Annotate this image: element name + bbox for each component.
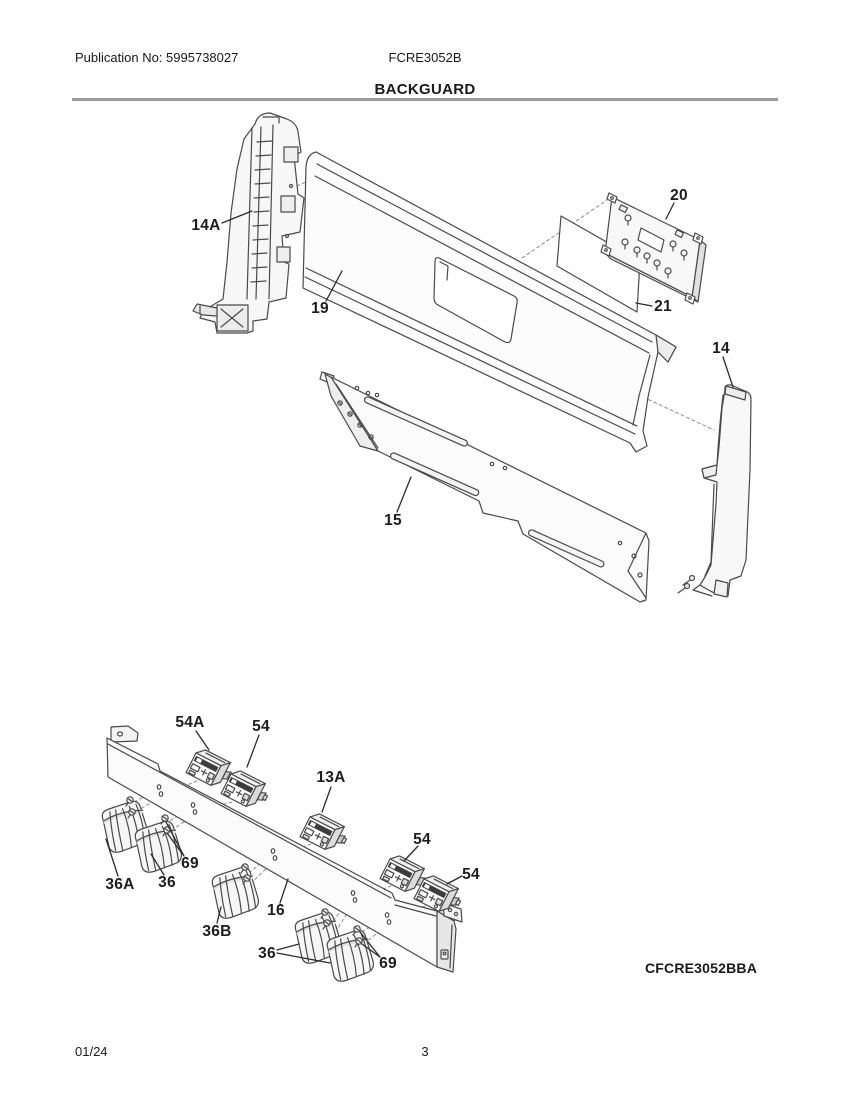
callout-21: 21 [654,298,672,315]
part-36b-knob [211,866,261,920]
part-14-side-bracket [678,385,751,597]
page-title: BACKGUARD [374,81,476,98]
model-number: FCRE3052B [388,50,462,65]
callout-54-3: 54 [462,866,480,883]
callout-36-1: 36 [158,874,176,891]
callout-19: 19 [311,300,329,317]
publication-number: Publication No: 5995738027 [75,50,239,65]
variant-code: CFCRE3052BBA [644,960,758,976]
footer-page-number: 3 [421,1044,429,1059]
callout-14: 14 [712,340,730,357]
callout-14A: 14A [191,217,221,234]
callout-13A: 13A [316,769,346,786]
callout-69-2: 69 [379,955,397,972]
footer-date: 01/24 [75,1044,108,1059]
callout-54-1: 54 [252,718,270,735]
callout-54-2: 54 [413,831,431,848]
callout-36B: 36B [202,923,232,940]
callout-36-2: 36 [258,945,276,962]
callout-15: 15 [384,512,402,529]
callout-54A: 54A [175,714,205,731]
callout-69-1: 69 [181,855,199,872]
callout-20: 20 [670,187,688,204]
callout-36A: 36A [105,876,135,893]
callout-16: 16 [267,902,285,919]
